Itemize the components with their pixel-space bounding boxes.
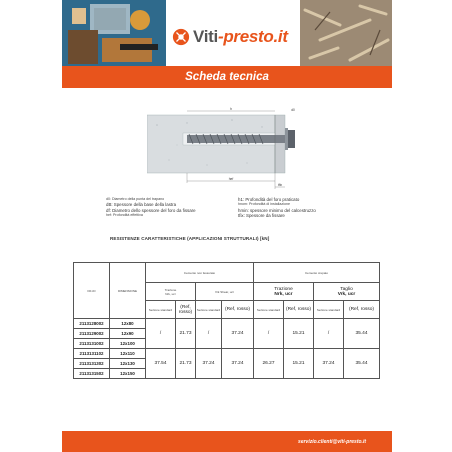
header-cracked: Cemento crepato — [254, 263, 380, 283]
sub-model-4: Sezione standard — [314, 301, 344, 319]
legend-hmin: hmin: spessore minimo del calcestruzzo — [238, 207, 316, 213]
screw-logo-icon — [172, 28, 190, 46]
cell-value: 26.27 — [254, 349, 284, 379]
sub-model-2: Sezione standard — [196, 301, 222, 319]
legend-d0: d0: Diametro della punta del trapano — [106, 197, 165, 201]
table-row-dim: 12x80 — [110, 319, 146, 329]
legend-db: dB: Spessore della base della lastra — [106, 202, 177, 208]
header-taglio-u: Vrk Shear, ucr — [196, 283, 254, 301]
legend-right — [238, 197, 358, 218]
header-taglio-c: Taglio Vrk, ucr — [314, 283, 380, 301]
table-row-dim: 12x150 — [110, 369, 146, 379]
svg-text:d0: d0 — [291, 108, 295, 112]
table-row-dim: 12x110 — [110, 349, 146, 359]
table-row-dim: 12x100 — [110, 339, 146, 349]
brand-name: Viti-presto.it — [193, 27, 288, 46]
sub-model-1: Sezione standard — [146, 301, 176, 319]
page-title: Scheda tecnica — [185, 71, 269, 83]
table-row-code: 2113129002 — [74, 329, 110, 339]
brand-logo[interactable] — [172, 22, 292, 52]
sub-ref-2: (Ref, rosso) — [222, 301, 254, 319]
table-row-code: 2113131502 — [74, 369, 110, 379]
header-trazione-c: Trazione Nrk, ucr — [254, 283, 314, 301]
table-row-dim: 12x130 — [110, 359, 146, 369]
svg-text:h: h — [230, 107, 232, 111]
title-bar — [62, 66, 392, 88]
cell-value: 21.73 — [176, 349, 196, 379]
table-row-code: 2113131002 — [74, 339, 110, 349]
table-row-code: 2113131302 — [74, 359, 110, 369]
resistance-table — [73, 262, 380, 379]
cell-value: 35.44 — [344, 349, 380, 379]
header-dimension: DIMENSIONE — [110, 263, 146, 319]
legend-h1: h1: Profondità del foro praticato — [238, 197, 300, 202]
legend-left — [106, 197, 226, 218]
page-footer — [62, 431, 392, 452]
table-row-code: 2113128002 — [74, 319, 110, 329]
svg-text:hef: hef — [228, 177, 234, 181]
cell-value: 15.21 — [284, 319, 314, 349]
cell-value: 37.24 — [314, 349, 344, 379]
cell-value: 35.44 — [344, 319, 380, 349]
cell-value: 37.24 — [222, 349, 254, 379]
cell-value: 37.24 — [196, 349, 222, 379]
cell-value: / — [314, 319, 344, 349]
cell-value: / — [254, 319, 284, 349]
sub-ref-4: (Ref, rosso) — [344, 301, 380, 319]
table-row-code: 2113131102 — [74, 349, 110, 359]
section-title: RESISTENZE CARATTERISTICHE (APPLICAZIONI STRUTTURALI) [kN] — [110, 236, 270, 241]
cell-value: 15.21 — [284, 349, 314, 379]
header-trazione-u: Trazione Nrk, ucr — [146, 283, 196, 301]
cell-value: 37.24 — [222, 319, 254, 349]
legend-tfix: tfix: Spessore da fissare — [238, 212, 285, 218]
sub-model-3: Sezione standard — [254, 301, 284, 319]
header-code: DF-ID — [74, 263, 110, 319]
page-header — [62, 0, 392, 66]
datasheet-page — [62, 0, 392, 452]
tools-photo — [62, 0, 166, 66]
legend-hnom: hnom: Profondità di installazione — [238, 202, 290, 207]
legend-hef: hef: Profondità effettiva — [106, 212, 143, 217]
screws-photo — [300, 0, 392, 66]
cell-value: / — [146, 319, 176, 349]
support-email-link[interactable]: servizio.clienti@viti-presto.it — [298, 438, 366, 445]
table-row-dim: 12x90 — [110, 329, 146, 339]
cell-value: / — [196, 319, 222, 349]
legend-df: df: Diametro dello spessore del foro da fissare — [106, 207, 196, 213]
sub-ref-3: (Ref, rosso) — [284, 301, 314, 319]
sub-ref-1: (Ref, rosso) — [176, 301, 196, 319]
header-uncracked: Cemento non fessurato — [146, 263, 254, 283]
cell-value: 37.54 — [146, 349, 176, 379]
svg-text:tfix: tfix — [277, 183, 283, 187]
cell-value: 21.73 — [176, 319, 196, 349]
anchor-diagram — [147, 105, 299, 191]
